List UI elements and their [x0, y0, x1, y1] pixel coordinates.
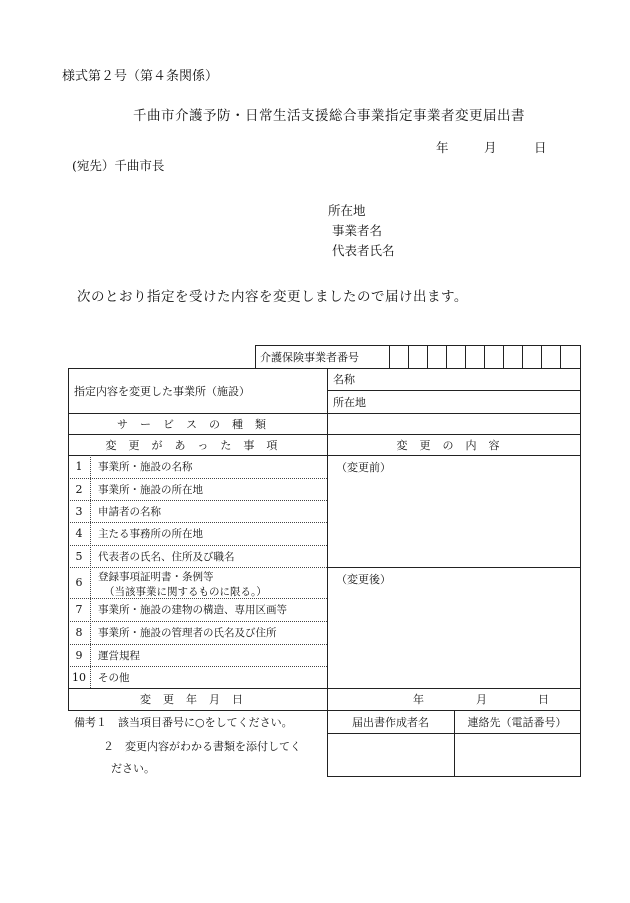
intro-text: 次のとおり指定を受けた内容を変更しましたので届け出ます。: [77, 289, 468, 305]
change-item-header: 変更があった事項: [105, 438, 290, 452]
note-1: 備考１ 該当項目番号に○をしてください。: [74, 716, 293, 729]
form-number: 様式第２号（第４条関係）: [62, 69, 219, 84]
applicant-address-label: 所在地: [328, 203, 366, 218]
change-item: 事業所・施設の名称: [98, 461, 193, 473]
applicant-business-name-label: 事業者名: [332, 223, 383, 238]
date-day-label: 日: [534, 140, 547, 155]
before-change-label: （変更前）: [336, 461, 391, 474]
change-date-day: 日: [538, 693, 549, 706]
change-item: その他: [98, 671, 130, 684]
change-item: 運営規程: [98, 649, 140, 662]
date-year-label: 年: [436, 140, 449, 155]
change-item: 事業所・施設の所在地: [98, 483, 203, 496]
change-date-year: 年: [413, 693, 424, 706]
service-type-label: サービスの種類: [117, 417, 278, 431]
item-number: 8: [75, 626, 83, 639]
change-date-label: 変更年月日: [140, 693, 255, 706]
preparer-label: 届出書作成者名: [352, 715, 429, 729]
office-label: 指定内容を変更した事業所（施設）: [74, 384, 250, 398]
office-name-label: 名称: [333, 373, 355, 386]
addressee: (宛先）千曲市長: [72, 158, 165, 173]
change-item: 事業所・施設の建物の構造、専用区画等: [98, 604, 287, 616]
document-title: 千曲市介護予防・日常生活支援総合事業指定事業者変更届出書: [133, 108, 525, 124]
after-change-label: （変更後）: [336, 573, 391, 586]
change-content-header: 変更の内容: [396, 438, 512, 452]
change-item: 事業所・施設の管理者の氏名及び住所: [98, 627, 277, 639]
item-number: 9: [75, 648, 83, 662]
change-item: 申請者の名称: [98, 505, 161, 518]
item-number: 4: [75, 527, 83, 540]
change-item: 登録事項証明書・条例等: [98, 571, 214, 583]
item-number: 10: [72, 670, 86, 684]
contact-label: 連絡先（電話番号）: [467, 715, 567, 729]
item-number: 5: [75, 549, 83, 563]
change-item: 代表者の氏名、住所及び職名: [98, 550, 235, 563]
change-date-month: 月: [476, 693, 487, 706]
item-number: 2: [75, 482, 83, 496]
insurance-number-label: 介護保険事業者番号: [260, 350, 359, 364]
contact-input-cell[interactable]: [455, 734, 580, 776]
change-item-sub: （当該事業に関するものに限る。）: [104, 586, 267, 598]
item-number: 1: [75, 460, 83, 473]
applicant-representative-label: 代表者氏名: [332, 243, 395, 258]
note-2: ２ 変更内容がわかる書類を添付してく: [103, 740, 301, 753]
item-number: 3: [75, 504, 83, 518]
preparer-input-cell[interactable]: [328, 734, 454, 776]
note-2-continued: ださい。: [111, 762, 155, 775]
office-address-label: 所在地: [333, 395, 366, 409]
item-number: 6: [75, 576, 83, 589]
change-item: 主たる事務所の所在地: [98, 528, 203, 540]
item-number: 7: [75, 603, 83, 616]
date-month-label: 月: [484, 140, 497, 155]
